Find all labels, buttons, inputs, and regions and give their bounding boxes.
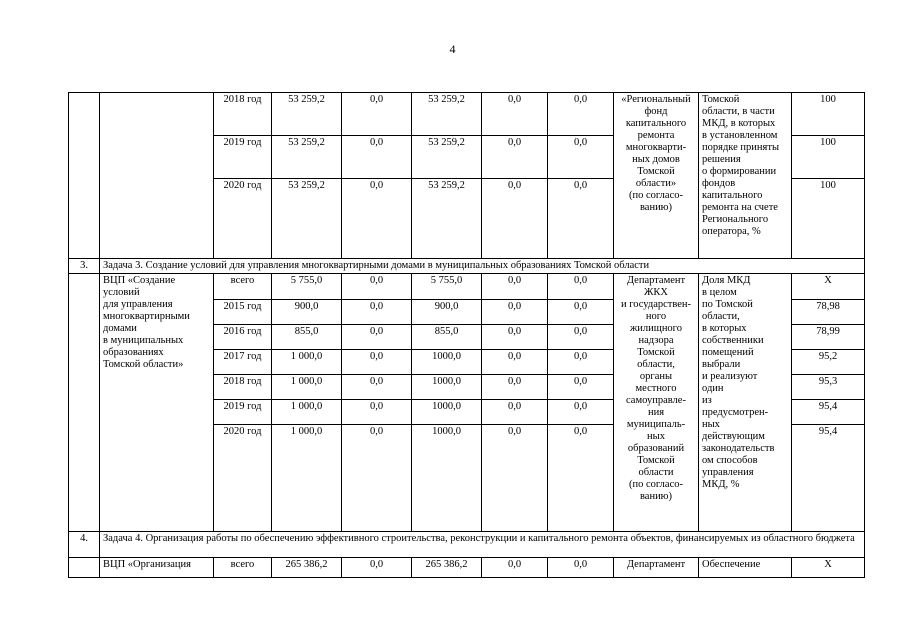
num-cell	[69, 558, 100, 578]
year-cell: 2015 год	[214, 300, 272, 325]
total-cell: 1 000,0	[272, 350, 342, 375]
year-cell: 2020 год	[214, 179, 272, 259]
target-cell: 100	[792, 93, 865, 136]
year-cell: 2017 год	[214, 350, 272, 375]
local-cell: 0,0	[482, 93, 548, 136]
table-row	[69, 274, 865, 300]
regional-cell: 265 386,2	[412, 558, 482, 578]
local-cell: 0,0	[482, 400, 548, 425]
federal-cell: 0,0	[342, 93, 412, 136]
regional-cell: 1000,0	[412, 425, 482, 532]
target-cell: 100	[792, 179, 865, 259]
target-cell: 95,3	[792, 375, 865, 400]
federal-cell: 0,0	[342, 375, 412, 400]
other-cell: 0,0	[548, 350, 614, 375]
year-cell: 2018 год	[214, 375, 272, 400]
target-cell: 100	[792, 136, 865, 179]
total-cell: 855,0	[272, 325, 342, 350]
local-cell: 0,0	[482, 179, 548, 259]
total-cell: 1 000,0	[272, 425, 342, 532]
federal-cell: 0,0	[342, 400, 412, 425]
federal-cell: 0,0	[342, 558, 412, 578]
task-number: 4.	[69, 532, 100, 558]
total-cell: 900,0	[272, 300, 342, 325]
indicator-cell: Томской области, в части МКД, в которых в установленном порядке приняты решения о формировании фондов капитального ремонта на счете Регионального оператора, %	[699, 93, 792, 259]
target-cell: 95,4	[792, 400, 865, 425]
total-cell: 1 000,0	[272, 375, 342, 400]
other-cell: 0,0	[548, 325, 614, 350]
other-cell: 0,0	[548, 179, 614, 259]
other-cell: 0,0	[548, 300, 614, 325]
federal-cell: 0,0	[342, 179, 412, 259]
year-cell: всего	[214, 558, 272, 578]
executor-cell: «Региональный фонд капитального ремонта многокварти- ных домов Томской области» (по согласо- ванию)	[614, 93, 699, 259]
local-cell: 0,0	[482, 425, 548, 532]
local-cell: 0,0	[482, 300, 548, 325]
total-cell: 1 000,0	[272, 400, 342, 425]
regional-cell: 1000,0	[412, 350, 482, 375]
task-number: 3.	[69, 259, 100, 274]
other-cell: 0,0	[548, 400, 614, 425]
page-number: 4	[449, 42, 456, 56]
year-cell: 2018 год	[214, 93, 272, 136]
local-cell: 0,0	[482, 274, 548, 300]
year-cell: 2016 год	[214, 325, 272, 350]
program-cell: ВЦП «Организация	[100, 558, 214, 578]
local-cell: 0,0	[482, 375, 548, 400]
regional-cell: 900,0	[412, 300, 482, 325]
total-cell: 53 259,2	[272, 136, 342, 179]
other-cell: 0,0	[548, 274, 614, 300]
local-cell: 0,0	[482, 136, 548, 179]
regional-cell: 5 755,0	[412, 274, 482, 300]
target-cell: 95,4	[792, 425, 865, 532]
task-row	[69, 532, 865, 558]
regional-cell: 1000,0	[412, 400, 482, 425]
total-cell: 265 386,2	[272, 558, 342, 578]
total-cell: 53 259,2	[272, 93, 342, 136]
executor-cell: Департамент ЖКХ и государствен- ного жилищного надзора Томской области, органы местного самоуправле- ния муниципаль- ных образований Томской области (по согласо- ванию)	[614, 274, 699, 532]
federal-cell: 0,0	[342, 136, 412, 179]
regional-cell: 53 259,2	[412, 136, 482, 179]
federal-cell: 0,0	[342, 350, 412, 375]
other-cell: 0,0	[548, 136, 614, 179]
local-cell: 0,0	[482, 325, 548, 350]
federal-cell: 0,0	[342, 274, 412, 300]
program-table	[68, 92, 865, 578]
target-cell: 95,2	[792, 350, 865, 375]
program-cell: ВЦП «Создание условий для управления многоквартирными домами в муниципальных образованиях Томской области»	[100, 274, 214, 532]
indicator-cell: Доля МКД в целом по Томской области, в которых собственники помещений выбрали и реализуют один из предусмотрен- ных действующим законодательств ом способов управления МКД, %	[699, 274, 792, 532]
num-cell	[69, 93, 100, 259]
task-title: Задача 4. Организация работы по обеспечению эффективного строительства, реконструкции и капитального ремонта объектов, финансируемых из областного бюджета	[100, 532, 865, 558]
table-row	[69, 558, 865, 578]
regional-cell: 53 259,2	[412, 93, 482, 136]
other-cell: 0,0	[548, 93, 614, 136]
task-row	[69, 259, 865, 274]
regional-cell: 1000,0	[412, 375, 482, 400]
year-cell: 2020 год	[214, 425, 272, 532]
local-cell: 0,0	[482, 350, 548, 375]
total-cell: 53 259,2	[272, 179, 342, 259]
year-cell: всего	[214, 274, 272, 300]
other-cell: 0,0	[548, 375, 614, 400]
other-cell: 0,0	[548, 558, 614, 578]
table-row	[69, 93, 865, 136]
executor-cell: Департамент	[614, 558, 699, 578]
task-title: Задача 3. Создание условий для управления многоквартирными домами в муниципальных образованиях Томской области	[100, 259, 865, 274]
indicator-cell: Обеспечение	[699, 558, 792, 578]
program-cell	[100, 93, 214, 259]
federal-cell: 0,0	[342, 325, 412, 350]
year-cell: 2019 год	[214, 136, 272, 179]
target-cell: 78,99	[792, 325, 865, 350]
federal-cell: 0,0	[342, 300, 412, 325]
regional-cell: 53 259,2	[412, 179, 482, 259]
local-cell: 0,0	[482, 558, 548, 578]
total-cell: 5 755,0	[272, 274, 342, 300]
target-cell: 78,98	[792, 300, 865, 325]
target-cell: Х	[792, 558, 865, 578]
year-cell: 2019 год	[214, 400, 272, 425]
other-cell: 0,0	[548, 425, 614, 532]
num-cell	[69, 274, 100, 532]
target-cell: Х	[792, 274, 865, 300]
regional-cell: 855,0	[412, 325, 482, 350]
federal-cell: 0,0	[342, 425, 412, 532]
